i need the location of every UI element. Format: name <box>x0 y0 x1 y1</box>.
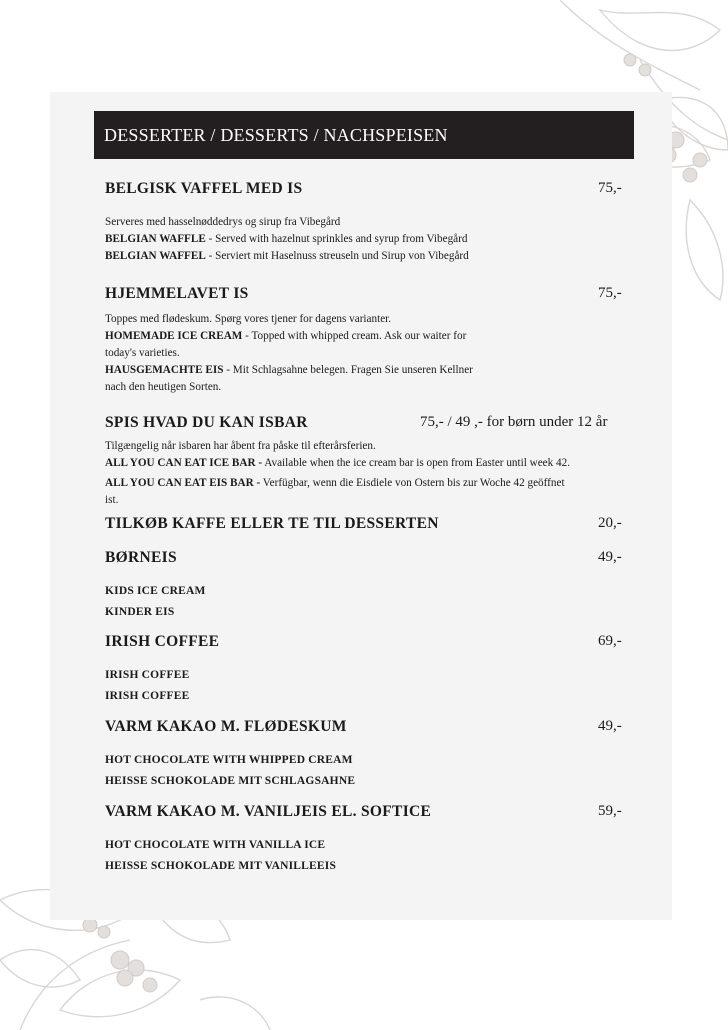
menu-item-ice-bar <box>105 414 665 509</box>
item-translations <box>105 665 665 706</box>
desc-line: Serveres med hasselnøddedrys og sirup fra Vibegård <box>105 216 341 228</box>
translation-line: IRISH COFFEE <box>105 689 190 702</box>
item-title: HJEMMELAVET IS <box>105 285 249 302</box>
desc-line: Toppes med flødeskum. Spørg vores tjener for dagens varianter. <box>105 313 392 325</box>
menu-item-hot-chocolate-cream <box>105 718 665 791</box>
item-translations <box>105 581 665 622</box>
item-price: 75,- <box>598 285 622 301</box>
desc-line: Tilgængelig når isbaren har åbent fra påske til efterårsferien. <box>105 440 376 452</box>
item-title: IRISH COFFEE <box>105 633 220 650</box>
desc-line: today's varieties. <box>105 347 180 359</box>
menu-item-hot-chocolate-vanilla <box>105 803 665 876</box>
item-price: 49,- <box>598 718 622 734</box>
item-price: 49,- <box>598 549 622 565</box>
item-description <box>105 311 535 396</box>
section-header <box>94 111 634 159</box>
item-title: TILKØB KAFFE ELLER TE TIL DESSERTEN <box>105 515 439 532</box>
item-description <box>105 214 665 265</box>
translation-line: HOT CHOCOLATE WITH WHIPPED CREAM <box>105 754 353 766</box>
section-title: DESSERTER / DESSERTS / NACHSPEISEN <box>104 124 448 145</box>
menu-item-irish-coffee <box>105 633 665 706</box>
item-title: VARM KAKAO M. FLØDESKUM <box>105 718 347 735</box>
desc-line: BELGIAN WAFFLE - Served with hazelnut sprinkles and syrup from Vibegård <box>105 233 468 245</box>
desc-line: HOMEMADE ICE CREAM - Topped with whipped cream. Ask our waiter for <box>105 330 467 342</box>
item-description <box>105 438 655 509</box>
translation-line: KINDER EIS <box>105 605 175 618</box>
item-title: BØRNEIS <box>105 549 177 566</box>
desc-line: ist. <box>105 494 119 506</box>
menu-item-kids-ice <box>105 549 665 622</box>
translation-line: HOT CHOCOLATE WITH VANILLA ICE <box>105 839 326 851</box>
menu-item-belgian-waffle <box>105 180 665 265</box>
desc-line: nach den heutigen Sorten. <box>105 381 222 393</box>
translation-line: IRISH COFFEE <box>105 669 190 681</box>
item-title: VARM KAKAO M. VANILJEIS EL. SOFTICE <box>105 803 432 820</box>
menu-item-homemade-ice <box>105 285 665 396</box>
item-title: BELGISK VAFFEL MED IS <box>105 180 303 197</box>
translation-line: HEISSE SCHOKOLADE MIT SCHLAGSAHNE <box>105 774 356 787</box>
item-price: 20,- <box>598 515 622 531</box>
desc-line: ALL YOU CAN EAT ICE BAR - Available when the ice cream bar is open from Easter until week 42. <box>105 457 571 469</box>
desc-line: BELGIAN WAFFEL - Serviert mit Haselnuss streuseln und Sirup von Vibegård <box>105 250 469 262</box>
desc-line: ALL YOU CAN EAT EIS BAR - Verfügbar, wenn die Eisdiele von Ostern bis zur Woche 42 geöffnet <box>105 477 565 489</box>
item-price: 69,- <box>598 633 622 649</box>
translation-line: KIDS ICE CREAM <box>105 585 206 597</box>
item-translations <box>105 750 665 791</box>
menu-item-coffee-addon <box>105 515 665 537</box>
item-title: SPIS HVAD DU KAN ISBAR <box>105 414 308 431</box>
item-price: 59,- <box>598 803 622 819</box>
translation-line: HEISSE SCHOKOLADE MIT VANILLEEIS <box>105 859 337 872</box>
item-price: 75,- / 49 ,- for børn under 12 år <box>420 414 608 430</box>
desc-line: HAUSGEMACHTE EIS - Mit Schlagsahne belegen. Fragen Sie unseren Kellner <box>105 364 473 376</box>
item-translations <box>105 835 665 876</box>
item-price: 75,- <box>598 180 622 196</box>
